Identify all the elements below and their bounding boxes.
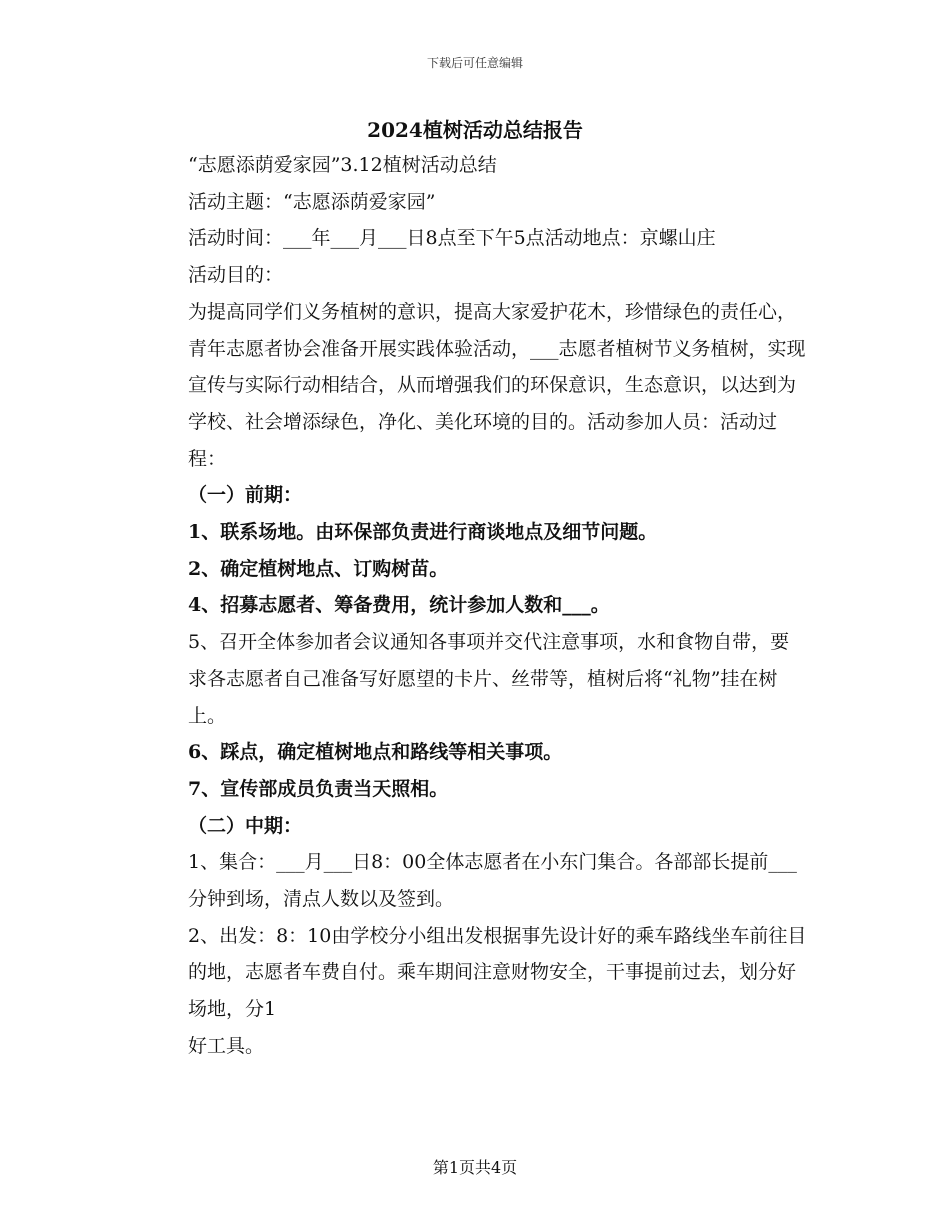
list-item-4: 4、招募志愿者、筹备费用，统计参加人数和___。 — [188, 594, 610, 617]
middle-item-2: 2、出发：8：10由学校分小组出发根据事先设计好的乘车路线坐车前往目的地，志愿者车费自付。乘车期间注意财物安全，干事提前过去，划分好场地，分1 — [188, 924, 807, 1021]
paragraph-theme: 活动主题：“志愿添荫爱家园” — [188, 190, 436, 213]
paragraph-purpose: 为提高同学们义务植树的意识，提高大家爱护花木，珍惜绿色的责任心，青年志愿者协会准备开展实践体验活动，___志愿者植树节义务植树，实现宣传与实际行动相结合，从而增强我们的环保意识，生态意识，以达到为学校、社会增添绿色，净化、美化环境的目的。活动参加人员：活动过程： — [188, 300, 806, 470]
list-item-7: 7、宣传部成员负责当天照相。 — [188, 777, 449, 800]
document-title: 2024植树活动总结报告 — [367, 118, 583, 142]
page-header: 下载后可任意编辑 — [426, 56, 523, 70]
document-body — [142, 147, 807, 1065]
middle-item-2-continued: 好工具。 — [188, 1034, 265, 1057]
list-item-1: 1、联系场地。由环保部负责进行商谈地点及细节问题。 — [188, 521, 658, 544]
paragraph-time-location: 活动时间：___年___月___日8点至下午5点活动地点：京螺山庄 — [188, 227, 716, 250]
middle-item-1: 1、集合：___月___日8：00全体志愿者在小东门集合。各部部长提前___分钟到场，清点人数以及签到。 — [188, 851, 797, 911]
list-item-6: 6、踩点，确定植树地点和路线等相关事项。 — [188, 741, 563, 764]
list-item-2: 2、确定植树地点、订购树苗。 — [188, 557, 449, 580]
paragraph-subtitle: “志愿添荫爱家园”3.12植树活动总结 — [188, 154, 497, 176]
paragraph-purpose-label: 活动目的： — [188, 264, 284, 287]
section-heading-early: （一）前期： — [188, 484, 303, 507]
page-footer: 第1页共4页 — [432, 1158, 518, 1177]
list-item-5: 5、召开全体参加者会议通知各事项并交代注意事项，水和食物自带，要求各志愿者自己准备写好愿望的卡片、丝带等，植树后将“礼物”挂在树上。 — [188, 631, 790, 727]
section-heading-middle: （二）中期： — [188, 814, 303, 837]
